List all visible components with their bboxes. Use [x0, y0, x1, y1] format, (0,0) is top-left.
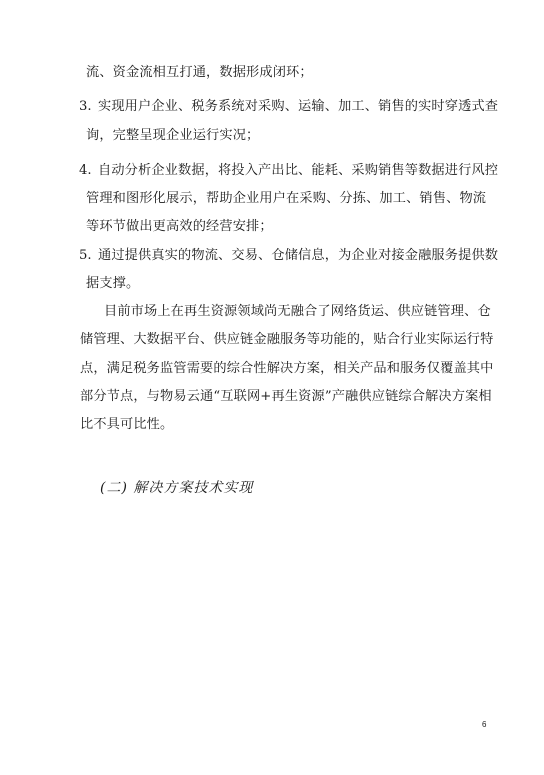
body-text-line: 流、资金流相互打通，数据形成闭环；: [86, 65, 313, 80]
paragraph-line: 目前市场上在再生资源领域尚无融合了网络货运、供应链管理、仓: [104, 304, 491, 319]
list-number: 4.: [79, 163, 92, 178]
list-item-line: 实现用户企业、税务系统对采购、运输、加工、销售的实时穿透式查: [98, 99, 499, 114]
list-item-line: 自动分析企业数据，将投入产出比、能耗、采购销售等数据进行风控: [98, 163, 499, 178]
paragraph-line: 点，满足税务监管需要的综合性解决方案，相关产品和服务仅覆盖其中: [80, 361, 494, 376]
paragraph-line: 比不具可比性。: [80, 417, 174, 432]
page-number: 6: [482, 720, 487, 729]
paragraph-line: 储管理、大数据平台、供应链金融服务等功能的，贴合行业实际运行特: [80, 332, 494, 347]
list-item-line: 通过提供真实的物流、交易、仓储信息，为企业对接金融服务提供数: [98, 248, 499, 263]
list-item-line: 据支撑。: [86, 276, 140, 291]
list-number: 5.: [79, 248, 92, 263]
list-number: 3.: [79, 99, 92, 114]
list-item-line: 询，完整呈现企业运行实况；: [86, 128, 260, 143]
list-item-line: 管理和图形化展示，帮助企业用户在采购、分拣、加工、销售、物流: [86, 191, 487, 206]
paragraph-line: 部分节点，与物易云通“互联网+再生资源”产融供应链综合解决方案相: [80, 389, 492, 404]
section-heading: (二) 解决方案技术实现: [100, 480, 254, 496]
list-item-line: 等环节做出更高效的经营安排；: [86, 219, 273, 234]
